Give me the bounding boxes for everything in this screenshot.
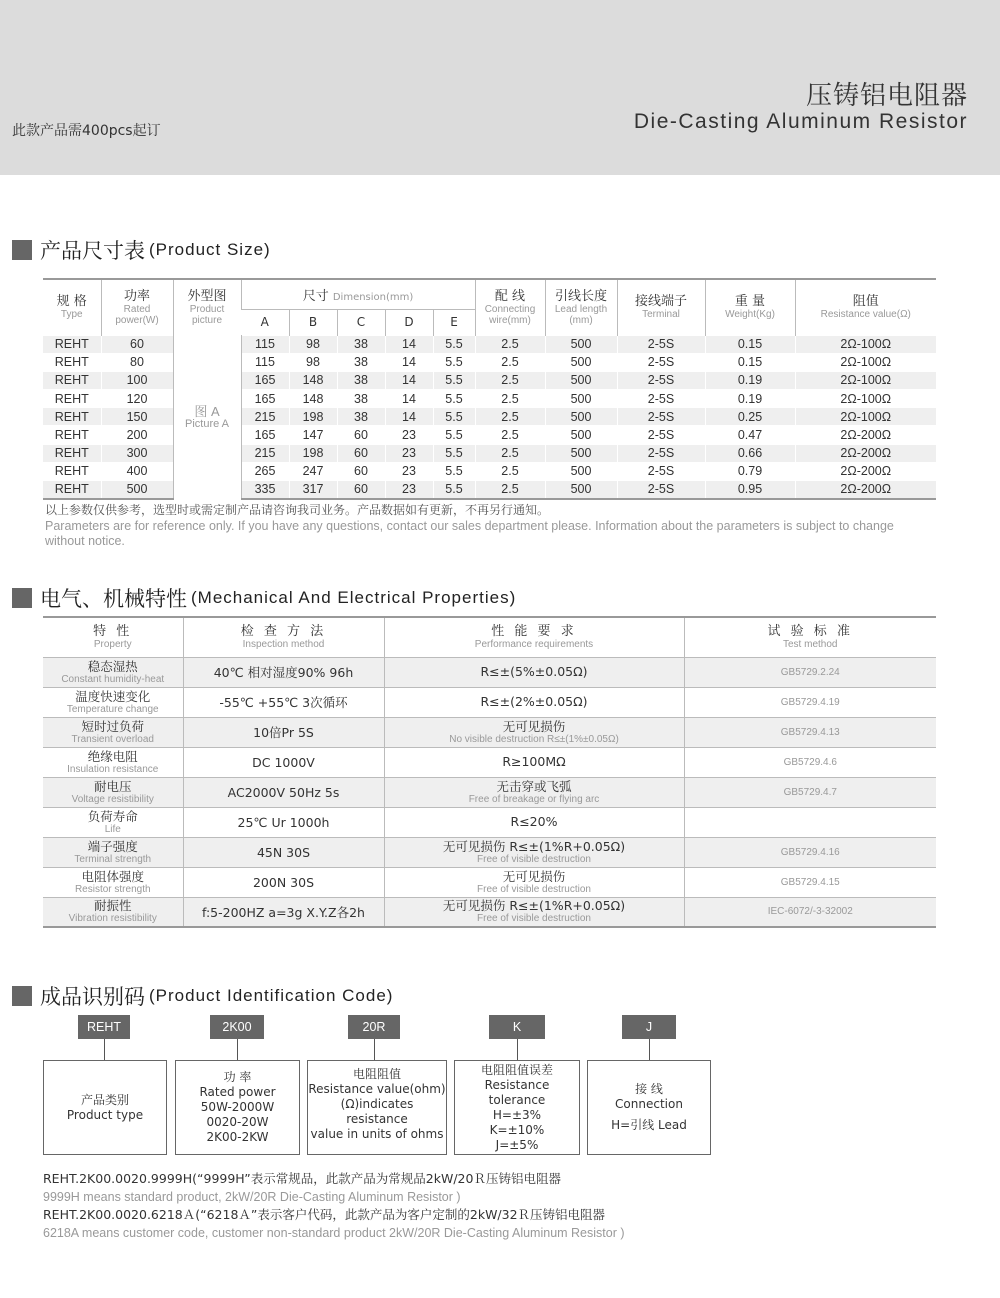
method-cell: 10倍Pr 5S xyxy=(183,717,384,747)
table-cell: 0.15 xyxy=(705,335,795,353)
col-picture: 外型图 Product picture xyxy=(173,279,241,335)
col-wire: 配 线 Connecting wire(mm) xyxy=(475,279,545,335)
property-cell: 端子强度 Terminal strength xyxy=(43,837,183,867)
connector-line xyxy=(374,1039,375,1060)
table-cell: 38 xyxy=(337,390,385,408)
prop-header-property: 特 性 Property xyxy=(43,617,183,657)
prop-header-standard: 试 验 标 准 Test method xyxy=(684,617,936,657)
table-cell: 0.25 xyxy=(705,408,795,426)
standard-cell: GB5729.2.24 xyxy=(684,657,936,687)
method-cell: AC2000V 50Hz 5s xyxy=(183,777,384,807)
table-cell: 300 xyxy=(101,444,173,462)
size-title-en: (Product Size) xyxy=(149,240,271,259)
table-cell: 2.5 xyxy=(475,408,545,426)
code-section-title xyxy=(12,981,393,1011)
table-cell: 2-5S xyxy=(617,481,705,499)
table-cell: 148 xyxy=(289,371,337,389)
table-cell: 148 xyxy=(289,390,337,408)
table-cell: 500 xyxy=(545,444,617,462)
method-cell: 45N 30S xyxy=(183,837,384,867)
title-chinese: 压铸铝电阻器 xyxy=(805,81,968,111)
prop-section-title xyxy=(12,583,516,613)
table-cell: 5.5 xyxy=(433,426,475,444)
code-segment-tolerance: K xyxy=(489,1015,545,1039)
table-cell: 2Ω-100Ω xyxy=(795,335,936,353)
col-weight: 重 量 Weight(Kg) xyxy=(705,279,795,335)
header-banner xyxy=(0,0,1000,175)
requirement-cell: 无可见损伤 No visible destruction R≤±(1%±0.05Ω) xyxy=(384,717,684,747)
property-cell: 耐电压 Voltage resistibility xyxy=(43,777,183,807)
table-cell: 335 xyxy=(241,481,289,499)
code-box-rated-power: 功 率 Rated power 50W-2000W 0020-20W 2K00-2KW xyxy=(175,1060,300,1155)
size-note-cn: 以上参数仅供参考，选型时或需定制产品请咨询我司业务。产品数据如有更新，不再另行通知。 xyxy=(45,503,550,517)
requirement-cell: 无可见损伤 R≤±(1%R+0.05Ω) Free of visible destruction xyxy=(384,897,684,927)
table-cell: 247 xyxy=(289,462,337,480)
table-cell: 2.5 xyxy=(475,426,545,444)
table-cell: 2-5S xyxy=(617,390,705,408)
property-cell: 耐振性 Vibration resistibility xyxy=(43,897,183,927)
table-row xyxy=(43,657,936,687)
table-cell: 500 xyxy=(545,426,617,444)
table-cell: 165 xyxy=(241,371,289,389)
table-cell: 2-5S xyxy=(617,462,705,480)
table-cell: 5.5 xyxy=(433,390,475,408)
table-cell: REHT xyxy=(43,481,101,499)
table-cell: 2Ω-200Ω xyxy=(795,426,936,444)
size-note-en: Parameters are for reference only. If you have any questions, contact our sales department please. Information about the parameters is subject to change without notice. xyxy=(45,519,894,548)
method-cell: 40℃ 相对湿度90% 96h xyxy=(183,657,384,687)
standard-cell: GB5729.4.16 xyxy=(684,837,936,867)
table-cell: 5.5 xyxy=(433,481,475,499)
table-cell: 14 xyxy=(385,335,433,353)
requirement-cell: R≤±(5%±0.05Ω) xyxy=(384,657,684,687)
table-cell: REHT xyxy=(43,426,101,444)
property-cell: 绝缘电阻 Insulation resistance xyxy=(43,747,183,777)
table-cell: 2Ω-100Ω xyxy=(795,408,936,426)
square-bullet-icon xyxy=(12,240,32,260)
col-resistance: 阻值 Resistance value(Ω) xyxy=(795,279,936,335)
code-box-tolerance: 电阻阻值误差 Resistance tolerance H=±3% K=±10% J=±5% xyxy=(454,1060,580,1155)
table-cell: 0.79 xyxy=(705,462,795,480)
table-cell: 0.47 xyxy=(705,426,795,444)
table-cell: 80 xyxy=(101,353,173,371)
table-row xyxy=(43,687,936,717)
prop-header-method: 检 查 方 法 Inspection method xyxy=(183,617,384,657)
table-cell: 500 xyxy=(545,481,617,499)
table-cell: 38 xyxy=(337,408,385,426)
table-row xyxy=(43,897,936,927)
table-cell: 2.5 xyxy=(475,444,545,462)
connector-line xyxy=(649,1039,650,1060)
size-section-title xyxy=(12,235,271,265)
size-title-cn: 产品尺寸表 xyxy=(40,239,145,263)
table-cell: 120 xyxy=(101,390,173,408)
table-cell: REHT xyxy=(43,371,101,389)
table-cell: 38 xyxy=(337,335,385,353)
connector-line xyxy=(237,1039,238,1060)
prop-header-requirement: 性 能 要 求 Performance requirements xyxy=(384,617,684,657)
table-row xyxy=(43,867,936,897)
table-cell: 265 xyxy=(241,462,289,480)
table-cell: 98 xyxy=(289,353,337,371)
table-cell: 2-5S xyxy=(617,444,705,462)
standard-cell: GB5729.4.6 xyxy=(684,747,936,777)
table-cell: 5.5 xyxy=(433,371,475,389)
table-cell: 198 xyxy=(289,444,337,462)
standard-cell: GB5729.4.13 xyxy=(684,717,936,747)
table-cell: REHT xyxy=(43,408,101,426)
code-example-cn-1: REHT.2K00.0020.9999H(“9999H”表示常规品，此款产品为常规品2kW/20Ｒ压铸铝电阻器 xyxy=(43,1171,561,1186)
method-cell: -55℃ +55℃ 3次循环 xyxy=(183,687,384,717)
standard-cell: GB5729.4.19 xyxy=(684,687,936,717)
code-box-resistance-value: 电阻阻值 Resistance value(ohm) (Ω)indicates resistance value in units of ohms xyxy=(307,1060,447,1155)
table-cell: 115 xyxy=(241,335,289,353)
moq-note: 此款产品需400pcs起订 xyxy=(12,123,161,139)
table-cell: 500 xyxy=(545,371,617,389)
table-cell: 2.5 xyxy=(475,390,545,408)
requirement-cell: 无击穿或飞弧 Free of breakage or flying arc xyxy=(384,777,684,807)
method-cell: DC 1000V xyxy=(183,747,384,777)
table-cell: 2.5 xyxy=(475,371,545,389)
table-cell: 2Ω-200Ω xyxy=(795,462,936,480)
title-english: Die-Casting Aluminum Resistor xyxy=(633,110,968,133)
table-cell: 60 xyxy=(337,462,385,480)
standard-cell: IEC-6072/-3-32002 xyxy=(684,897,936,927)
table-cell: 2Ω-100Ω xyxy=(795,353,936,371)
requirement-cell: R≥100MΩ xyxy=(384,747,684,777)
table-cell: 23 xyxy=(385,462,433,480)
requirement-cell: R≤±(2%±0.05Ω) xyxy=(384,687,684,717)
table-cell: 5.5 xyxy=(433,408,475,426)
code-box-connection: 接 线 Connection H=引线 Lead xyxy=(587,1060,711,1155)
table-row xyxy=(43,807,936,837)
code-example-cn-2: REHT.2K00.0020.6218Ａ(“6218Ａ”表示客户代码，此款产品为客户定制的2kW/32Ｒ压铸铝电阻器 xyxy=(43,1207,606,1222)
code-example-en-2: 6218A means customer code, customer non-standard product 2kW/20R Die-Casting Aluminum Resistor ) xyxy=(43,1226,625,1240)
standard-cell xyxy=(684,807,936,837)
table-cell: 2.5 xyxy=(475,462,545,480)
table-cell: 14 xyxy=(385,390,433,408)
table-cell: 5.5 xyxy=(433,353,475,371)
table-cell: 400 xyxy=(101,462,173,480)
table-cell: 0.19 xyxy=(705,390,795,408)
table-cell: 2-5S xyxy=(617,335,705,353)
col-dimension: 尺寸 Dimension(mm) xyxy=(241,279,475,309)
table-cell: REHT xyxy=(43,462,101,480)
table-cell: REHT xyxy=(43,335,101,353)
code-segment-connection: J xyxy=(622,1015,676,1039)
table-cell: 60 xyxy=(101,335,173,353)
method-cell: 200N 30S xyxy=(183,867,384,897)
table-cell: 2.5 xyxy=(475,481,545,499)
code-segment-type: REHT xyxy=(78,1015,130,1039)
method-cell: 25℃ Ur 1000h xyxy=(183,807,384,837)
table-cell: 500 xyxy=(545,335,617,353)
table-cell: 500 xyxy=(545,353,617,371)
table-row xyxy=(43,335,936,353)
col-dim-d: D xyxy=(385,309,433,335)
table-cell: 147 xyxy=(289,426,337,444)
connector-line xyxy=(517,1039,518,1060)
col-dim-a: A xyxy=(241,309,289,335)
table-cell: 215 xyxy=(241,444,289,462)
table-cell: 5.5 xyxy=(433,462,475,480)
product-size-table xyxy=(43,278,936,500)
code-example-en-1: 9999H means standard product, 2kW/20R Die-Casting Aluminum Resistor ) xyxy=(43,1190,461,1204)
table-cell: 2Ω-100Ω xyxy=(795,390,936,408)
table-cell: 2Ω-100Ω xyxy=(795,371,936,389)
table-cell: 60 xyxy=(337,426,385,444)
table-cell: 115 xyxy=(241,353,289,371)
table-cell: 60 xyxy=(337,481,385,499)
table-cell: 500 xyxy=(101,481,173,499)
requirement-cell: 无可见损伤 R≤±(1%R+0.05Ω) Free of visible destruction xyxy=(384,837,684,867)
code-title-en: (Product Identification Code) xyxy=(149,986,394,1005)
table-cell: 165 xyxy=(241,426,289,444)
table-cell: 500 xyxy=(545,390,617,408)
code-segment-power: 2K00 xyxy=(210,1015,264,1039)
code-segment-resistance: 20R xyxy=(348,1015,400,1039)
col-type: 规 格 Type xyxy=(43,279,101,335)
code-title-cn: 成品识别码 xyxy=(40,985,145,1009)
col-power: 功率 Rated power(W) xyxy=(101,279,173,335)
square-bullet-icon xyxy=(12,588,32,608)
col-terminal: 接线端子 Terminal xyxy=(617,279,705,335)
table-cell: 2Ω-200Ω xyxy=(795,444,936,462)
table-cell: 198 xyxy=(289,408,337,426)
table-cell: 0.15 xyxy=(705,353,795,371)
table-cell: 2Ω-200Ω xyxy=(795,481,936,499)
property-cell: 温度快速变化 Temperature change xyxy=(43,687,183,717)
prop-title-cn: 电气、机械特性 xyxy=(40,587,187,611)
property-cell: 负荷寿命 Life xyxy=(43,807,183,837)
table-cell: REHT xyxy=(43,353,101,371)
table-cell: REHT xyxy=(43,390,101,408)
table-cell: 317 xyxy=(289,481,337,499)
table-cell: 23 xyxy=(385,444,433,462)
standard-cell: GB5729.4.15 xyxy=(684,867,936,897)
property-cell: 短时过负荷 Transient overload xyxy=(43,717,183,747)
table-row xyxy=(43,747,936,777)
col-dim-e: E xyxy=(433,309,475,335)
table-cell: 14 xyxy=(385,371,433,389)
table-cell: 100 xyxy=(101,371,173,389)
method-cell: f:5-200HZ a=3g X.Y.Z各2h xyxy=(183,897,384,927)
table-cell: 14 xyxy=(385,353,433,371)
properties-table xyxy=(43,616,936,928)
table-cell: 0.95 xyxy=(705,481,795,499)
col-dim-c: C xyxy=(337,309,385,335)
table-cell: 38 xyxy=(337,371,385,389)
col-lead: 引线长度 Lead length (mm) xyxy=(545,279,617,335)
table-cell: 150 xyxy=(101,408,173,426)
standard-cell: GB5729.4.7 xyxy=(684,777,936,807)
table-row xyxy=(43,717,936,747)
property-cell: 电阻体强度 Resistor strength xyxy=(43,867,183,897)
table-cell: 500 xyxy=(545,408,617,426)
table-cell: 23 xyxy=(385,481,433,499)
picture-cell: 图 A Picture A xyxy=(173,335,241,499)
table-cell: 0.19 xyxy=(705,371,795,389)
table-cell: 2-5S xyxy=(617,426,705,444)
table-cell: 500 xyxy=(545,462,617,480)
table-cell: REHT xyxy=(43,444,101,462)
table-cell: 60 xyxy=(337,444,385,462)
table-cell: 98 xyxy=(289,335,337,353)
table-cell: 38 xyxy=(337,353,385,371)
table-cell: 5.5 xyxy=(433,335,475,353)
table-cell: 5.5 xyxy=(433,444,475,462)
table-cell: 2.5 xyxy=(475,335,545,353)
table-cell: 0.66 xyxy=(705,444,795,462)
requirement-cell: 无可见损伤 Free of visible destruction xyxy=(384,867,684,897)
table-row xyxy=(43,777,936,807)
property-cell: 稳态湿热 Constant humidity-heat xyxy=(43,657,183,687)
table-cell: 2-5S xyxy=(617,353,705,371)
table-cell: 215 xyxy=(241,408,289,426)
table-row xyxy=(43,837,936,867)
table-cell: 200 xyxy=(101,426,173,444)
col-dim-b: B xyxy=(289,309,337,335)
prop-title-en: (Mechanical And Electrical Properties) xyxy=(191,588,517,607)
table-cell: 2-5S xyxy=(617,408,705,426)
table-cell: 2-5S xyxy=(617,371,705,389)
requirement-cell: R≤20% xyxy=(384,807,684,837)
table-cell: 2.5 xyxy=(475,353,545,371)
square-bullet-icon xyxy=(12,986,32,1006)
table-cell: 165 xyxy=(241,390,289,408)
table-cell: 23 xyxy=(385,426,433,444)
table-cell: 14 xyxy=(385,408,433,426)
connector-line xyxy=(104,1039,105,1060)
code-box-product-type: 产品类别 Product type xyxy=(43,1060,167,1155)
